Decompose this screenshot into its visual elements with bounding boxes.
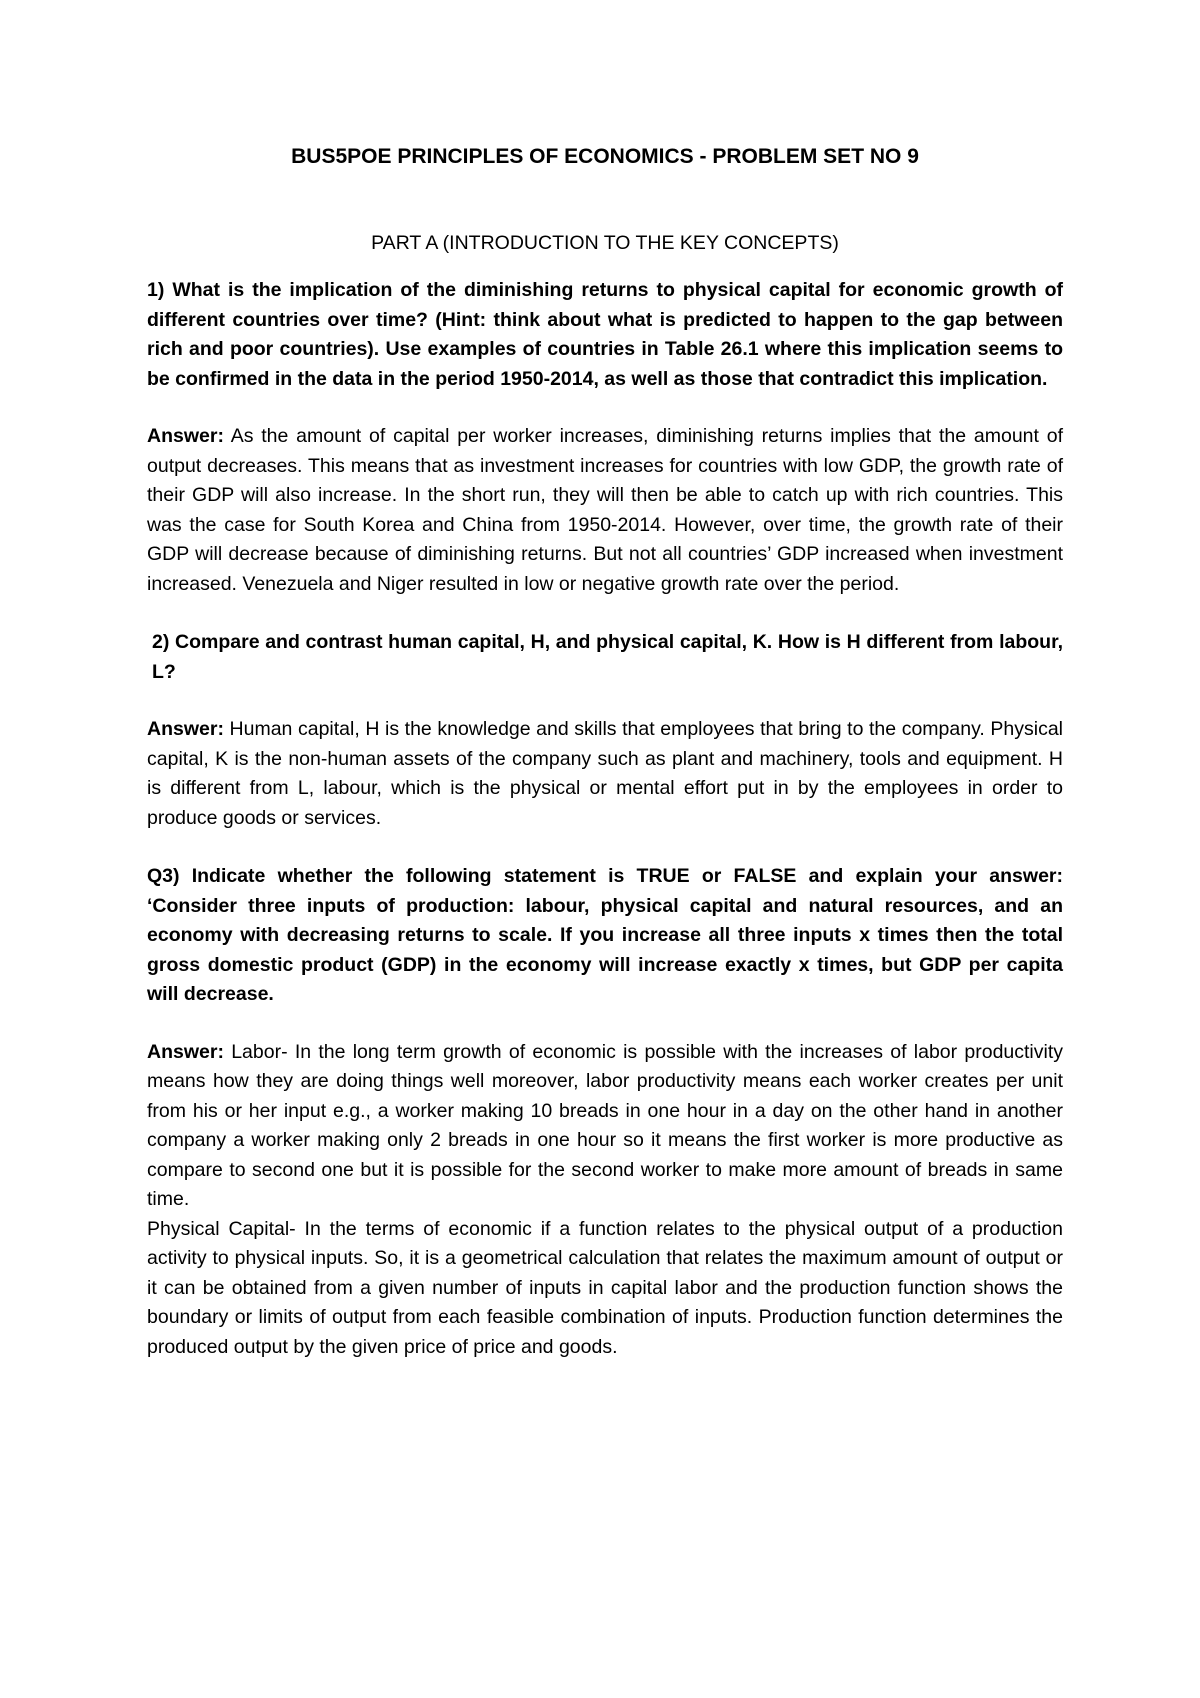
answer-3-text: Labor- In the long term growth of economic is possible with the increases of labor productivity means how they are doing things well moreover, labor productivity means each worker creates per unit from his or her input e.g., a worker making 10 breads in one hour in a day on the other hand in another company a worker making only 2 breads in one hour so it means the first worker is more productive as compare to second one but it is possible for the second worker to make more amount of breads in same time. — [147, 1040, 1064, 1210]
answer-3-continued: Physical Capital- In the terms of economic if a function relates to the physical output of a production activity to physical inputs. So, it is a geometrical calculation that relates the maximum amount of output or it can be obtained from a given number of inputs in capital labor and the production function shows the boundary or limits of output from each feasible combination of inputs. Production function determines the produced output by the given price of price and goods. — [147, 1217, 1063, 1358]
document-title: BUS5POE PRINCIPLES OF ECONOMICS - PROBLEM SET NO 9 — [291, 145, 919, 168]
answer-2-text: Human capital, H is the knowledge and skills that employees that bring to the company. Physical capital, K is the non-human assets of the company such as plant and machinery, tools and equipment. H is different from L, labour, which is the physical or mental effort put in by the employees in order to produce goods or services. — [147, 718, 1063, 829]
answer-2 — [147, 715, 1063, 833]
question-1: 1) What is the implication of the diminishing returns to physical capital for economic growth of different countries over time? (Hint: think about what is predicted to happen to the gap between rich and poor countries). Use examples of countries in Table 26.1 where this implication seems to be confirmed in the data in the period 1950-2014, as well as those that contradict this implication. — [147, 279, 1063, 390]
document-body — [147, 142, 1063, 1362]
answer-label: Answer: — [147, 1040, 224, 1063]
answer-label: Answer: — [147, 425, 224, 447]
answer-1 — [147, 422, 1063, 599]
part-a-heading: PART A (INTRODUCTION TO THE KEY CONCEPTS) — [371, 232, 839, 254]
answer-3 — [147, 1038, 1063, 1215]
answer-label: Answer: — [147, 718, 224, 740]
question-3: Q3) Indicate whether the following statement is TRUE or FALSE and explain your answer: ‘Consider three inputs of production: labour, physical capital and natural resources, and an economy with decreasing returns to scale. If you increase all three inputs x times then the total gross domestic product (GDP) in the economy will increase exactly x times, but GDP per capita will decrease. — [147, 865, 1063, 1005]
question-2: 2) Compare and contrast human capital, H, and physical capital, K. How is H different from labour, L? — [152, 631, 1063, 683]
answer-1-text: As the amount of capital per worker increases, diminishing returns implies that the amount of output decreases. This means that as investment increases for countries with low GDP, the growth rate of their GDP will also increase. In the short run, they will then be able to catch up with rich countries. This was the case for South Korea and China from 1950-2014. However, over time, the growth rate of their GDP will decrease because of diminishing returns. But not all countries’ GDP increased when investment increased. Venezuela and Niger resulted in low or negative growth rate over the period. — [147, 425, 1064, 595]
